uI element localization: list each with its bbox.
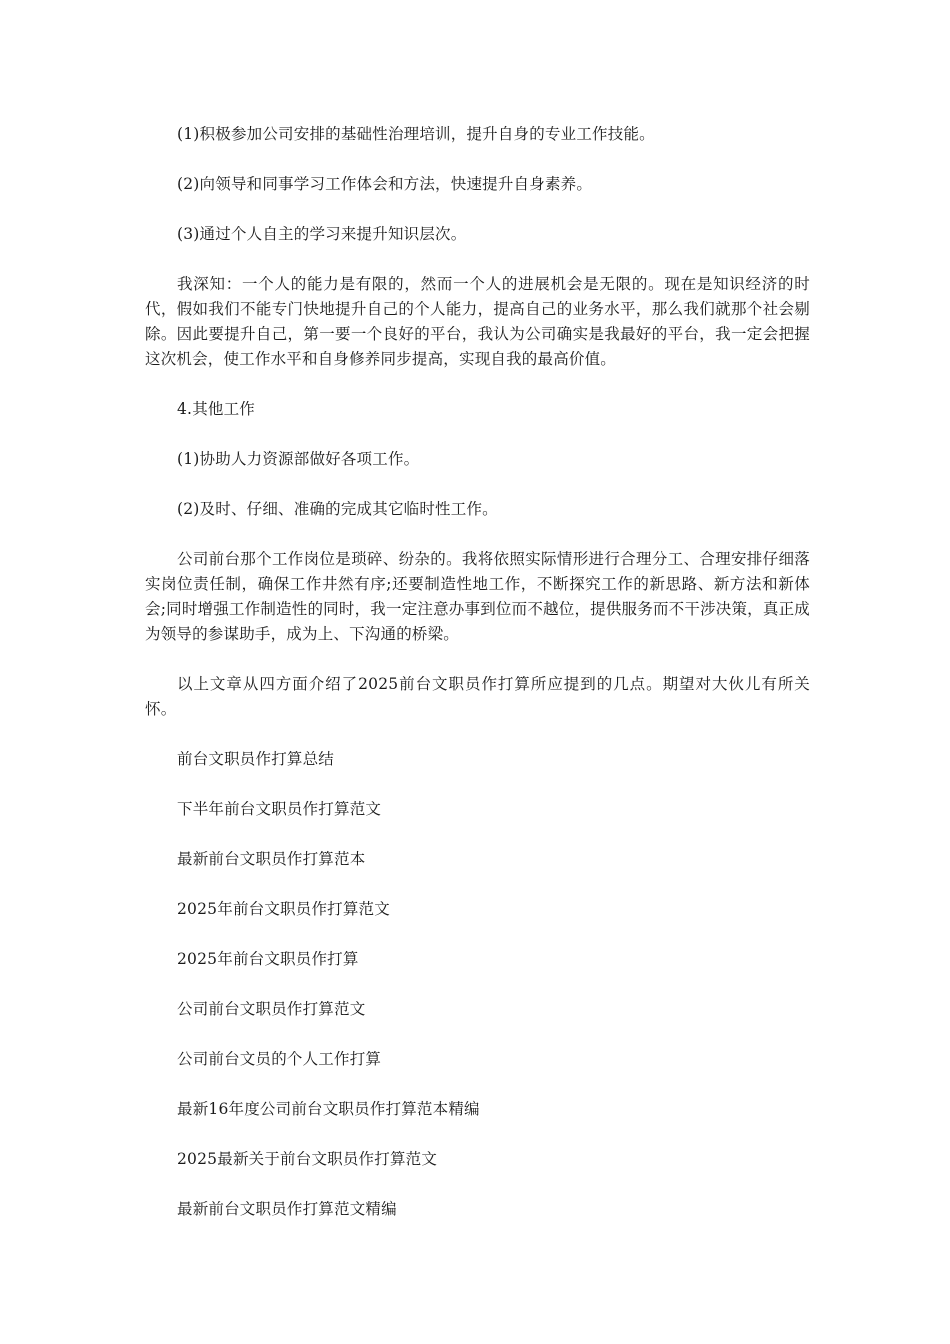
paragraph-self-improvement: 我深知：一个人的能力是有限的，然而一个人的进展机会是无限的。现在是知识经济的时代，假如我们不能专门快地提升自己的个人能力，提高自己的业务水平，那么我们就那个社会剔除。因此要提升自己，第一要一个良好的平台，我认为公司确实是我最好的平台，我一定会把握这次机会，使工作水平和自身修养同步提高，实现自我的最高价值。 [145,275,810,368]
related-link-item [145,897,810,922]
paragraph-conclusion: 以上文章从四方面介绍了2025前台文职员作打算所应提到的几点。期望对大伙儿有所关怀。 [145,675,810,718]
related-link-item [145,1047,810,1072]
related-link[interactable]: 公司前台文员的个人工作打算 [177,1050,382,1068]
paragraph-other-work-item-1: (1)协助人力资源部做好各项工作。 [177,450,420,468]
related-link-item [145,847,810,872]
paragraph-other-work-item-2: (2)及时、仔细、准确的完成其它临时性工作。 [177,500,498,518]
related-link-item [145,947,810,972]
related-link[interactable]: 公司前台文职员作打算范文 [177,1000,366,1018]
related-link-item [145,1097,810,1122]
related-link-item [145,1197,810,1222]
related-link[interactable]: 下半年前台文职员作打算范文 [177,800,382,818]
paragraph-training-item-2: (2)向领导和同事学习工作体会和方法，快速提升自身素养。 [177,175,593,193]
related-link[interactable]: 最新前台文职员作打算范文精编 [177,1200,397,1218]
related-link-item [145,797,810,822]
related-link[interactable]: 2025年前台文职员作打算范文 [177,900,390,918]
related-link[interactable]: 前台文职员作打算总结 [177,750,335,768]
paragraph-training-item-3: (3)通过个人自主的学习来提升知识层次。 [177,225,467,243]
related-link[interactable]: 最新前台文职员作打算范本 [177,850,366,868]
related-link-item [145,747,810,772]
related-links-list [145,747,810,1222]
document-page [145,122,810,1247]
related-link[interactable]: 2025最新关于前台文职员作打算范文 [177,1150,438,1168]
related-link-item [145,997,810,1022]
related-link-item [145,1147,810,1172]
paragraph-front-desk-duties: 公司前台那个工作岗位是琐碎、纷杂的。我将依照实际情形进行合理分工、合理安排仔细落实岗位责任制，确保工作井然有序;还要制造性地工作，不断探究工作的新思路、新方法和新体会;同时增强工作制造性的同时，我一定注意办事到位而不越位，提供服务而不干涉决策，真正成为领导的参谋助手，成为上、下沟通的桥梁。 [145,550,810,643]
related-link[interactable]: 2025年前台文职员作打算 [177,950,359,968]
related-link[interactable]: 最新16年度公司前台文职员作打算范本精编 [177,1100,480,1118]
section-heading-other-work: 4.其他工作 [177,400,255,418]
paragraph-training-item-1: (1)积极参加公司安排的基础性治理培训，提升自身的专业工作技能。 [177,125,655,143]
